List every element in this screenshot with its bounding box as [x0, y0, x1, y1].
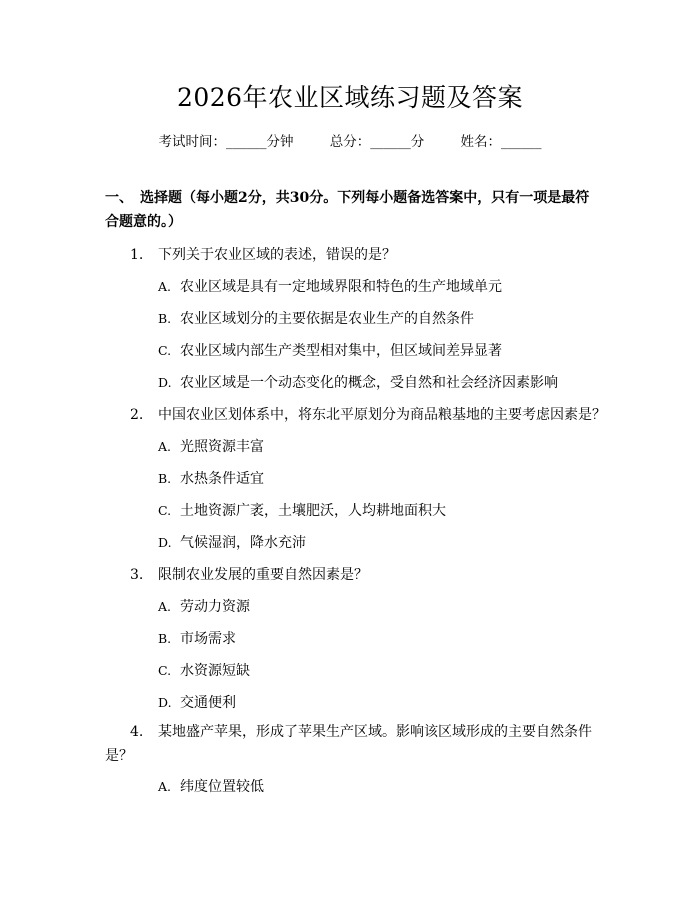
question-number: 2. — [130, 407, 144, 423]
question-number: 1. — [130, 247, 144, 263]
option-text: 水热条件适宜 — [180, 471, 264, 487]
option-text: 土地资源广袤，土壤肥沃，人均耕地面积大 — [180, 503, 446, 519]
question-number: 3. — [130, 567, 144, 583]
option-letter: C. — [158, 663, 172, 678]
question-text: 某地盛产苹果，形成了苹果生产区域。影响该区域形成的主要自然条件是？ — [105, 724, 592, 764]
score-unit: 分 — [410, 134, 425, 150]
question-4 — [105, 720, 595, 768]
time-unit: 分钟 — [266, 134, 294, 150]
option-letter: C. — [158, 343, 172, 358]
option-1b — [158, 308, 474, 328]
option-3d — [158, 692, 236, 712]
question-text: 下列关于农业区域的表述，错误的是？ — [158, 247, 396, 263]
option-3c — [158, 660, 250, 680]
total-score-field — [330, 130, 425, 150]
name-field — [461, 130, 542, 150]
option-letter: D. — [158, 695, 172, 710]
option-letter: A. — [158, 279, 172, 294]
option-letter: B. — [158, 311, 172, 326]
option-4a — [158, 776, 264, 796]
page-title: 2026年农业区域练习题及答案 — [176, 83, 524, 112]
option-text: 交通便利 — [180, 695, 236, 711]
option-3b — [158, 628, 236, 648]
option-2c — [158, 500, 446, 520]
option-letter: D. — [158, 535, 172, 550]
option-letter: D. — [158, 375, 172, 390]
option-text: 气候湿润，降水充沛 — [180, 535, 306, 551]
option-letter: B. — [158, 631, 172, 646]
option-1c — [158, 340, 502, 360]
option-text: 纬度位置较低 — [180, 779, 264, 795]
section-heading: 一、 选择题（每小题2分，共30分。下列每小题备选答案中，只有一项是最符合题意的。） — [105, 190, 590, 230]
option-text: 水资源短缺 — [180, 663, 250, 679]
score-label: 总分： — [329, 134, 371, 150]
option-text: 农业区域划分的主要依据是农业生产的自然条件 — [180, 311, 474, 327]
option-text: 市场需求 — [180, 631, 236, 647]
option-3a — [158, 596, 250, 616]
name-blank: ______ — [501, 134, 542, 150]
option-1a — [158, 276, 502, 296]
option-text: 劳动力资源 — [180, 599, 250, 615]
option-text: 光照资源丰富 — [180, 439, 264, 455]
score-blank: ______ — [370, 134, 411, 150]
option-1d — [158, 372, 558, 392]
question-text: 限制农业发展的重要自然因素是？ — [158, 567, 368, 583]
option-2b — [158, 468, 264, 488]
question-2 — [130, 404, 606, 424]
exam-meta — [0, 130, 700, 150]
option-2d — [158, 532, 306, 552]
time-label: 考试时间： — [158, 134, 226, 150]
option-letter: A. — [158, 779, 172, 794]
option-text: 农业区域是一个动态变化的概念，受自然和社会经济因素影响 — [180, 375, 558, 391]
option-text: 农业区域是具有一定地域界限和特色的生产地域单元 — [180, 279, 502, 295]
option-2a — [158, 436, 264, 456]
option-text: 农业区域内部生产类型相对集中，但区域间差异显著 — [180, 343, 502, 359]
name-label: 姓名： — [460, 134, 502, 150]
time-blank: ______ — [225, 134, 267, 150]
question-3 — [130, 564, 368, 584]
option-letter: A. — [158, 599, 172, 614]
option-letter: B. — [158, 471, 172, 486]
option-letter: C. — [158, 503, 172, 518]
question-1 — [130, 244, 396, 264]
exam-time-field — [158, 130, 293, 150]
question-number: 4. — [130, 724, 144, 740]
question-text: 中国农业区划体系中，将东北平原划分为商品粮基地的主要考虑因素是？ — [158, 407, 606, 423]
option-letter: A. — [158, 439, 172, 454]
